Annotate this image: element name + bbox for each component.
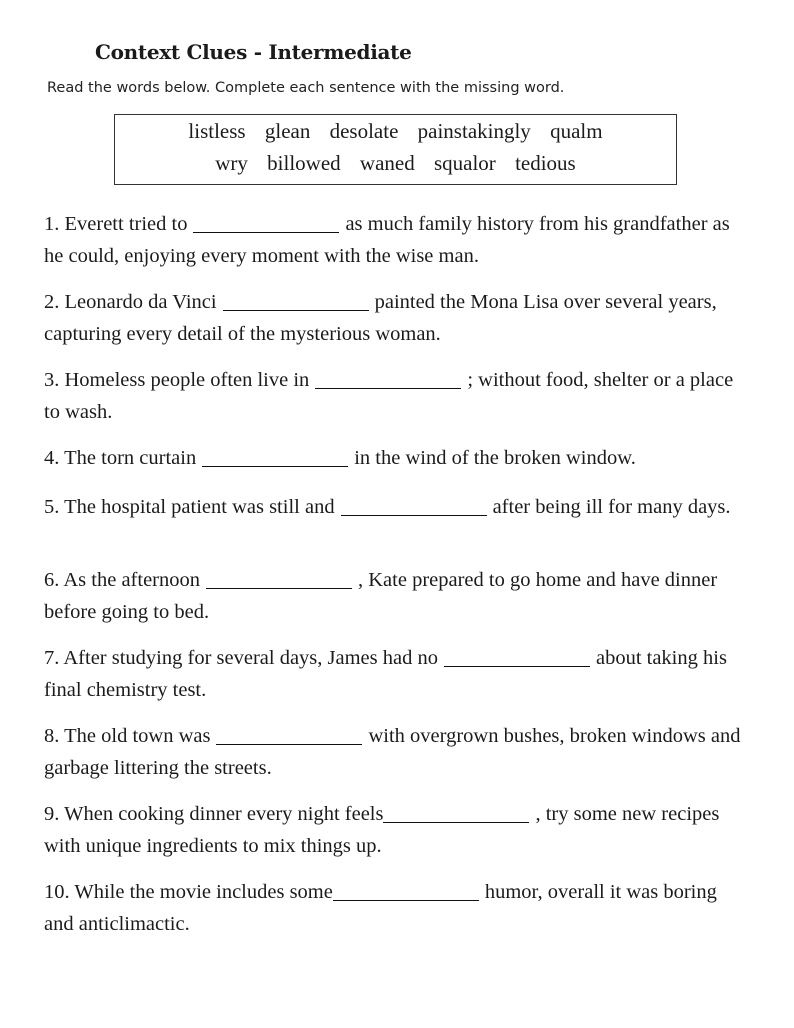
question-text-before: 5. The hospital patient was still and <box>44 496 335 518</box>
word-bank-word: waned <box>359 151 415 175</box>
word-bank-word: squalor <box>433 151 496 175</box>
question-text-after: humor, overall it was boring and anticlimactic. <box>44 881 717 935</box>
answer-blank[interactable] <box>202 446 348 467</box>
question-text-before: 4. The torn curtain <box>44 447 197 469</box>
answer-blank[interactable] <box>383 802 529 823</box>
word-bank-word: painstakingly <box>417 119 531 143</box>
question-text-before: 8. The old town was <box>44 725 211 747</box>
question-text-before: 2. Leonardo da Vinci <box>44 291 217 313</box>
answer-blank[interactable] <box>333 880 479 901</box>
question-3 <box>44 364 749 428</box>
question-1 <box>44 208 749 272</box>
answer-blank[interactable] <box>444 646 590 667</box>
question-7 <box>44 642 749 706</box>
question-8 <box>44 720 749 784</box>
word-bank-word: listless <box>188 119 246 143</box>
word-bank <box>114 114 677 185</box>
word-bank-row-1 <box>115 119 676 144</box>
question-text-after: about taking his final chemistry test. <box>44 647 727 701</box>
word-bank-word: wry <box>215 151 248 175</box>
question-9 <box>44 798 749 862</box>
question-text-before: 7. After studying for several days, James had no <box>44 647 438 669</box>
question-4 <box>44 442 749 474</box>
question-text-after: after being ill for many days. <box>492 496 731 518</box>
question-text-after: , Kate prepared to go home and have dinner before going to bed. <box>44 569 718 623</box>
word-bank-word: tedious <box>515 151 576 175</box>
word-bank-word: glean <box>264 119 311 143</box>
word-bank-word: billowed <box>267 151 341 175</box>
question-text-before: 3. Homeless people often live in <box>44 369 310 391</box>
word-bank-word: desolate <box>329 119 399 143</box>
answer-blank[interactable] <box>193 212 339 233</box>
question-10 <box>44 876 749 940</box>
question-text-after: with overgrown bushes, broken windows and garbage littering the streets. <box>44 725 741 779</box>
question-text-after: painted the Mona Lisa over several years, capturing every detail of the mysterious woman. <box>44 291 717 345</box>
question-text-before: 6. As the afternoon <box>44 569 200 591</box>
question-text-after: , try some new recipes with unique ingredients to mix things up. <box>44 803 720 857</box>
answer-blank[interactable] <box>216 724 362 745</box>
answer-blank[interactable] <box>315 368 461 389</box>
question-6 <box>44 564 749 628</box>
instructions: Read the words below. Complete each sentence with the missing word. <box>47 80 565 96</box>
question-text-after: ; without food, shelter or a place to wash. <box>44 369 734 423</box>
question-text-before: 9. When cooking dinner every night feels <box>44 803 384 825</box>
question-text-after: in the wind of the broken window. <box>354 447 636 469</box>
page-title: Context Clues - Intermediate <box>95 40 412 64</box>
question-text-after: as much family history from his grandfather as he could, enjoying every moment with the wise man. <box>44 213 730 267</box>
answer-blank[interactable] <box>206 568 352 589</box>
answer-blank[interactable] <box>341 495 487 516</box>
answer-blank[interactable] <box>223 290 369 311</box>
word-bank-row-2 <box>115 151 676 176</box>
question-2 <box>44 286 749 350</box>
question-text-before: 1. Everett tried to <box>44 213 188 235</box>
question-5 <box>44 491 749 523</box>
question-text-before: 10. While the movie includes some <box>44 881 333 903</box>
word-bank-word: qualm <box>550 119 603 143</box>
